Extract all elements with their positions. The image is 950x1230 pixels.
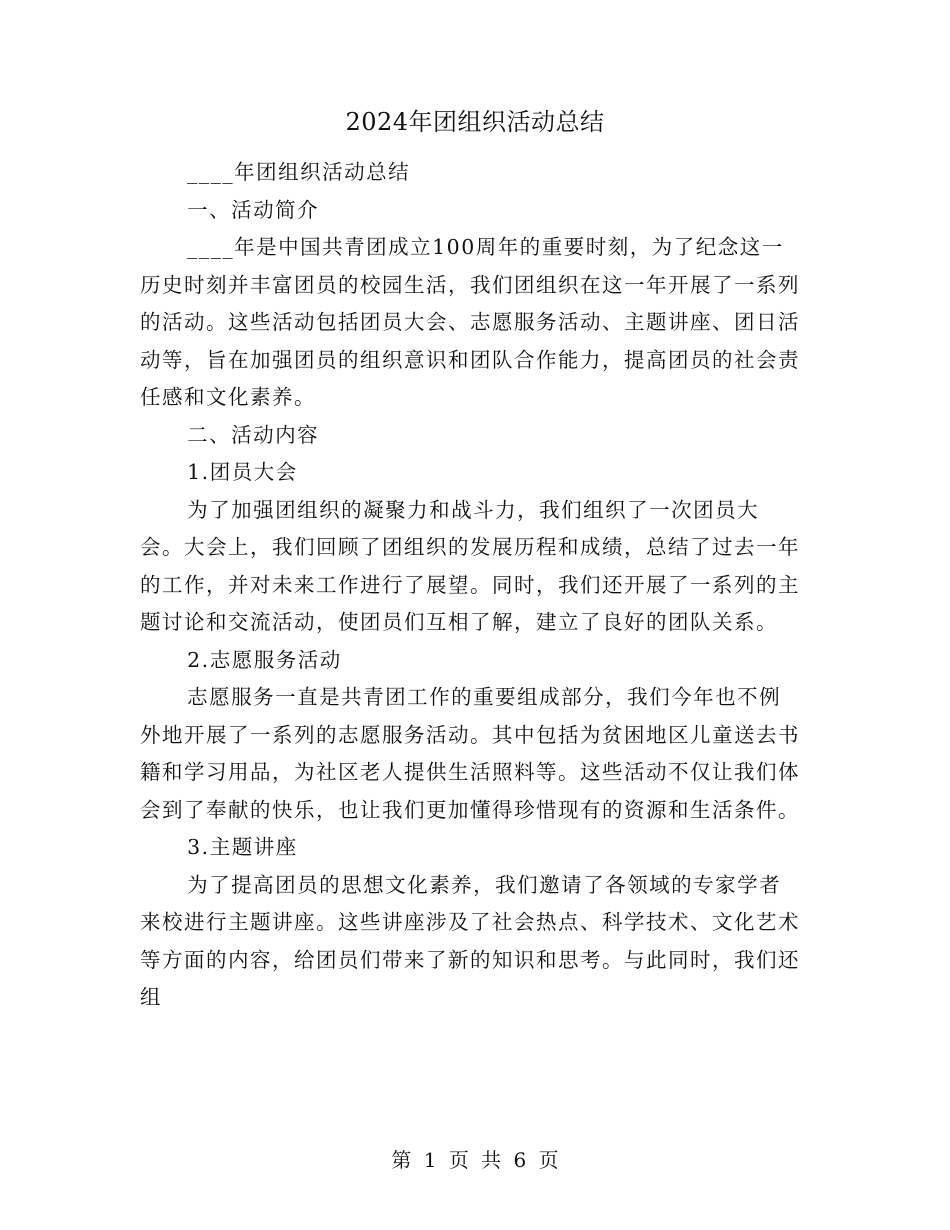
- section-heading: 二、活动内容: [187, 422, 320, 447]
- subsection-heading: 2.志愿服务活动: [187, 647, 342, 672]
- document-title: 2024年团组织活动总结: [345, 108, 605, 136]
- subsection-heading: 1.团员大会: [187, 460, 298, 484]
- paragraph: ____年是中国共青团成立100周年的重要时刻，为了纪念这一历史时刻并丰富团员的校园生活，我们团组织在这一年开展了一系列的活动。这些活动包括团员大会、志愿服务活动、主题讲座、团日活动等，旨在加强团员的组织意识和团队合作能力，提高团员的社会责任感和文化素养。: [140, 235, 800, 409]
- subsection-heading: 3.主题讲座: [187, 835, 298, 859]
- page-number-footer: 第 1 页 共 6 页: [391, 1148, 559, 1172]
- subtitle-line: ____年团组织活动总结: [187, 160, 411, 184]
- paragraph: 为了提高团员的思想文化素养，我们邀请了各领域的专家学者来校进行主题讲座。这些讲座涉及了社会热点、科学技术、文化艺术等方面的内容，给团员们带来了新的知识和思考。与此同时，我们还组: [140, 872, 800, 1009]
- document-body: [140, 154, 800, 1017]
- paragraph: 志愿服务一直是共青团工作的重要组成部分，我们今年也不例外地开展了一系列的志愿服务活动。其中包括为贫困地区儿童送去书籍和学习用品，为社区老人提供生活照料等。这些活动不仅让我们体会到了奉献的快乐，也让我们更加懂得珍惜现有的资源和生活条件。: [140, 685, 800, 822]
- paragraph: 为了加强团组织的凝聚力和战斗力，我们组织了一次团员大会。大会上，我们回顾了团组织的发展历程和成绩，总结了过去一年的工作，并对未来工作进行了展望。同时，我们还开展了一系列的主题讨论和交流活动，使团员们互相了解，建立了良好的团队关系。: [140, 497, 800, 634]
- section-heading: 一、活动简介: [187, 197, 320, 222]
